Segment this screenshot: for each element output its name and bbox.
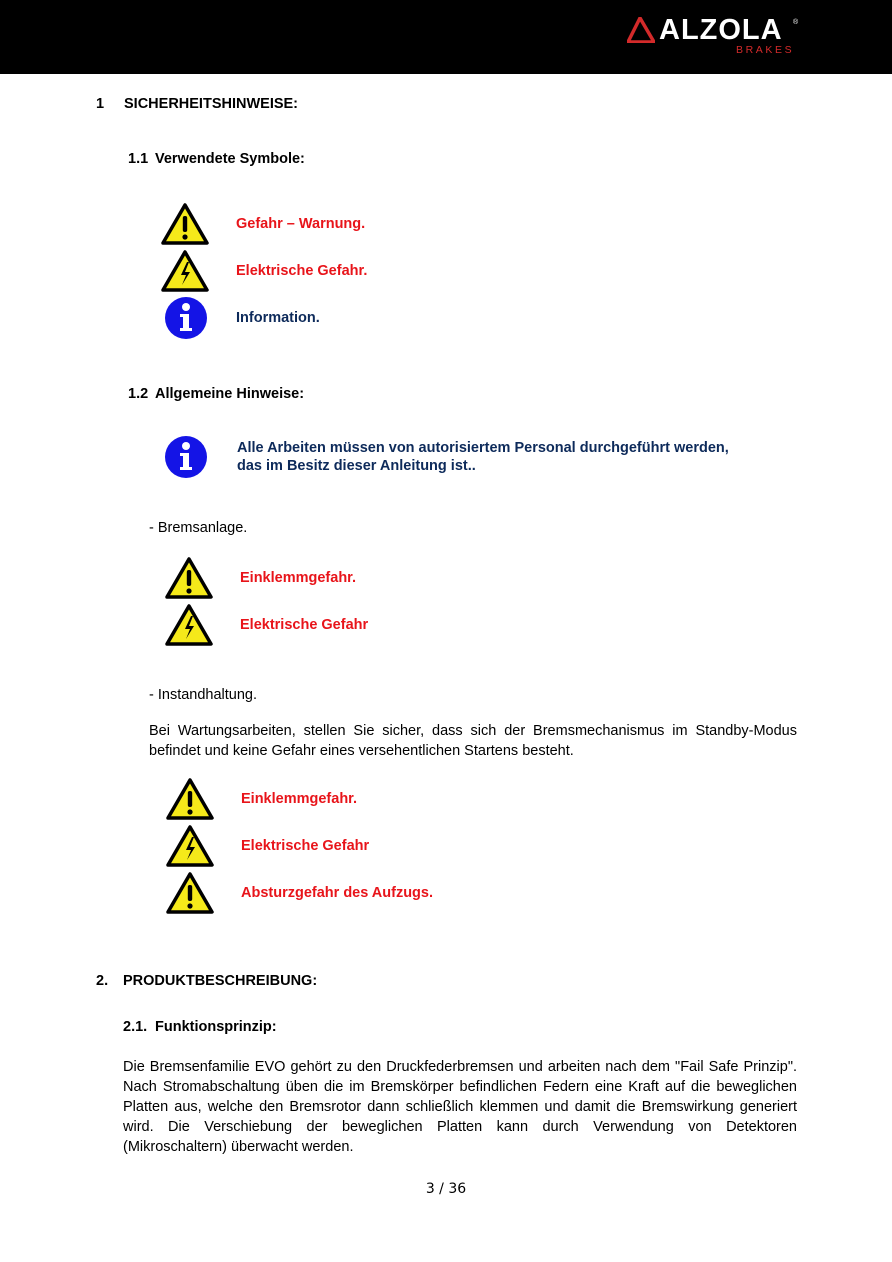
hazard-label: Elektrische Gefahr (240, 617, 369, 633)
warning-exclamation-icon (166, 777, 214, 821)
subsection-1-2-title: Allgemeine Hinweise: (155, 386, 305, 402)
electrical-hazard-icon (161, 249, 209, 293)
logo-triangle-icon (627, 17, 655, 43)
symbol-label: Elektrische Gefahr. (236, 263, 368, 279)
information-icon (164, 435, 208, 479)
section-2-title: PRODUKTBESCHREIBUNG: (123, 973, 318, 989)
brand-subtitle: BRAKES (736, 44, 795, 56)
information-icon (164, 296, 208, 340)
symbol-label: Information. (236, 310, 320, 326)
subsection-1-1-number: 1.1 (128, 151, 149, 167)
hazard-label: Absturzgefahr des Aufzugs. (241, 885, 434, 901)
electrical-hazard-icon (166, 824, 214, 868)
section-2-number: 2. (96, 973, 109, 989)
info-note-line-2: das im Besitz dieser Anleitung ist.. (237, 458, 476, 474)
warning-exclamation-icon (166, 871, 214, 915)
page-header (0, 0, 892, 74)
maintenance-paragraph: Bei Wartungsarbeiten, stellen Sie sicher, dass sich der Bremsmechanismus im Standby-Modus befindet und keine Gefahr eines versehentlichen Startens besteht. (149, 723, 797, 759)
symbol-label: Gefahr – Warnung. (236, 216, 366, 232)
subsection-2-1-title: Funktionsprinzip: (155, 1019, 277, 1035)
bremsanlage-label: - Bremsanlage. (149, 520, 248, 536)
section-1-number: 1 (96, 96, 105, 112)
function-principle-paragraph: Die Bremsenfamilie EVO gehört zu den Druckfederbremsen und arbeiten nach dem "Fail Safe Prinzip". Nach Stromabschaltung üben die im Bremskörper befindlichen Federn eine Kraft auf die beweglichen Platten aus, welche den Bremsrotor dann schließlich klemmen und damit die Bremswirkung generiert wird. Die Verschiebung der beweglichen Platten kann durch Verwendung von Detektoren (Mikroschaltern) überwacht werden. (123, 1059, 797, 1155)
hazard-label: Einklemmgefahr. (241, 791, 358, 807)
registered-mark: ® (793, 19, 799, 26)
subsection-1-2-number: 1.2 (128, 386, 149, 402)
brand-name: ALZOLA (659, 14, 783, 46)
info-note-line-1: Alle Arbeiten müssen von autorisiertem Personal durchgeführt werden, (237, 440, 729, 456)
page-number: 3 / 36 (425, 1181, 467, 1197)
hazard-label: Einklemmgefahr. (240, 570, 357, 586)
electrical-hazard-icon (165, 603, 213, 647)
hazard-label: Elektrische Gefahr (241, 838, 370, 854)
instandhaltung-label: - Instandhaltung. (149, 687, 258, 703)
subsection-1-1-title: Verwendete Symbole: (155, 151, 305, 167)
subsection-2-1-number: 2.1. (123, 1019, 148, 1035)
warning-exclamation-icon (161, 202, 209, 246)
section-1-title: SICHERHEITSHINWEISE: (124, 96, 299, 112)
warning-exclamation-icon (165, 556, 213, 600)
